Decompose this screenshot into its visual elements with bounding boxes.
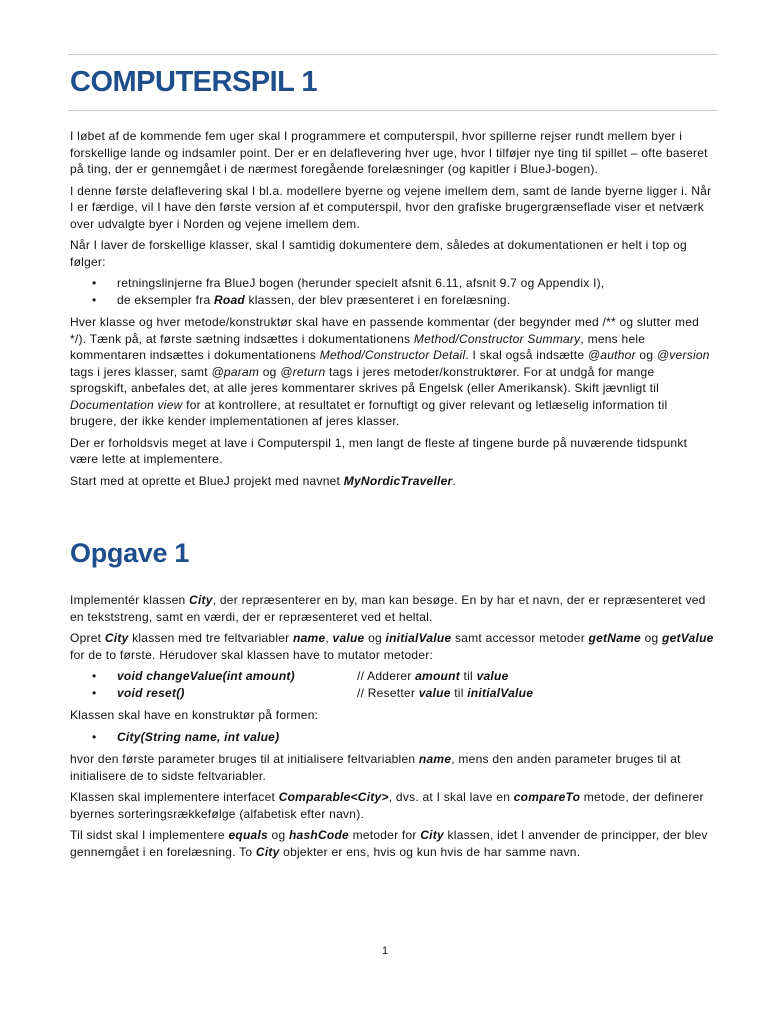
page-title: COMPUTERSPIL 1	[70, 66, 318, 98]
list-item: • City(String name, int value)	[92, 729, 280, 744]
project-start-paragraph: Start med at oprette et BlueJ projekt med navnet MyNordicTraveller.	[70, 473, 457, 488]
intro-paragraph-1: I løbet af de kommende fem uger skal I programmere et computerspil, hvor spillerne rejser rundt mellem byer i forskellige lande og indsamler point. Der er en delaflevering hver uge, hvor I tilføjer nye ting til spillet – ofte baseret på ting, der er gennemgået i de nærmest foregående forelæsninger (og kapitler i BlueJ-bogen).	[70, 129, 708, 176]
workload-paragraph: Der er forholdsvis meget at lave i Computerspil 1, men langt de fleste af tingene burde på nuværende tidspunkt være lette at implementere.	[70, 435, 688, 466]
method-signature: void changeValue(int amount)	[117, 669, 295, 683]
documentation-guidelines-list	[70, 275, 715, 308]
intro-paragraph-3: Når I laver de forskellige klasser, skal I samtidig dokumentere dem, således at dokumentationen er helt i top og følger:	[70, 238, 687, 269]
constructor-list	[70, 729, 715, 746]
list-item: • retningslinjerne fra BlueJ bogen (herunder specielt afsnit 6.11, afsnit 9.7 og Appendix I),	[92, 276, 605, 290]
project-name: MyNordicTraveller	[343, 473, 453, 488]
page-number: 1	[381, 945, 389, 957]
opgave-paragraph-4: hvor den første parameter bruges til at initialisere feltvariablen name, mens den anden parameter bruges til at initialisere de to sidste feltvariabler.	[70, 752, 681, 783]
opgave-paragraph-6: Til sidst skal I implementere equals og hashCode metoder for City klassen, idet I anvender de principper, der blev gennemgået i en forelæsning. To City objekter er ens, hvis og kun hvis de har samme navn.	[70, 828, 708, 859]
intro-paragraph-2: I denne første delaflevering skal I bl.a. modellere byerne og vejene imellem dem, samt de lande byerne ligger i. Når I er færdige, vil I have den første version af et computerspil, hvor den grafiske brugergrænseflade viser et netværk over udvalgte byer i Norden og vejene imellem dem.	[70, 183, 712, 231]
opgave-section	[70, 592, 715, 865]
section-heading: Opgave 1	[70, 538, 190, 568]
opgave-heading-block	[70, 538, 715, 569]
top-rule	[68, 54, 718, 55]
opgave-paragraph-2: Opret City klassen med tre feltvariabler name, value og initialValue samt accessor metoder getName og getValue for de to første. Herudover skal klassen have to mutator metoder:	[70, 631, 714, 662]
list-item: • de eksempler fra Road klassen, der blev præsenteret i en forelæsning.	[92, 292, 511, 307]
mutator-methods-list	[70, 668, 715, 701]
intro-section	[70, 128, 715, 494]
list-item: • void changeValue(int amount) // Adderer amount til value	[92, 669, 509, 683]
documentation-paragraph: Hver klasse og hver metode/konstruktør skal have en passende kommentar (der begynder med /** og slutter med */). Tænk på, at første sætning indsættes i dokumentationens Method/Constructor Summary, mens hele kommentaren indsættes i dokumentationens Method/Constructor Detail. I skal også indsætte @author og @version tags i jeres klasser, samt @param og @return tags i jeres metoder/konstruktører. For at undgå for mange sprogskift, anbefales det, at alle jeres kommentarer skrives på Engelsk (eller Amerikansk). Skift jævnligt til Documentation view for at kontrollere, at resultatet er fornuftigt og giver relevant og letlæselig information til brugere, der ikke kender implementationen af jeres klasser.	[70, 315, 710, 428]
constructor-signature: City(String name, int value)	[117, 729, 280, 744]
opgave-paragraph-1: Implementér klassen City, der repræsenterer en by, man kan besøge. En by har et navn, der er repræsenteret ved en tekststreng, samt en værdi, der er repræsenteret ved et heltal.	[70, 593, 706, 624]
method-signature: void reset()	[117, 685, 185, 700]
opgave-paragraph-3: Klassen skal have en konstruktør på formen:	[70, 708, 319, 722]
road-class-name: Road	[213, 292, 245, 307]
title-rule	[68, 110, 718, 111]
opgave-paragraph-5: Klassen skal implementere interfacet Comparable<City>, dvs. at I skal lave en compareTo metode, der definerer byernes sorteringsrækkefølge (alfabetisk efter navn).	[70, 790, 704, 821]
list-item: • void reset() // Resetter value til initialValue	[92, 685, 534, 700]
title-block	[70, 66, 715, 99]
